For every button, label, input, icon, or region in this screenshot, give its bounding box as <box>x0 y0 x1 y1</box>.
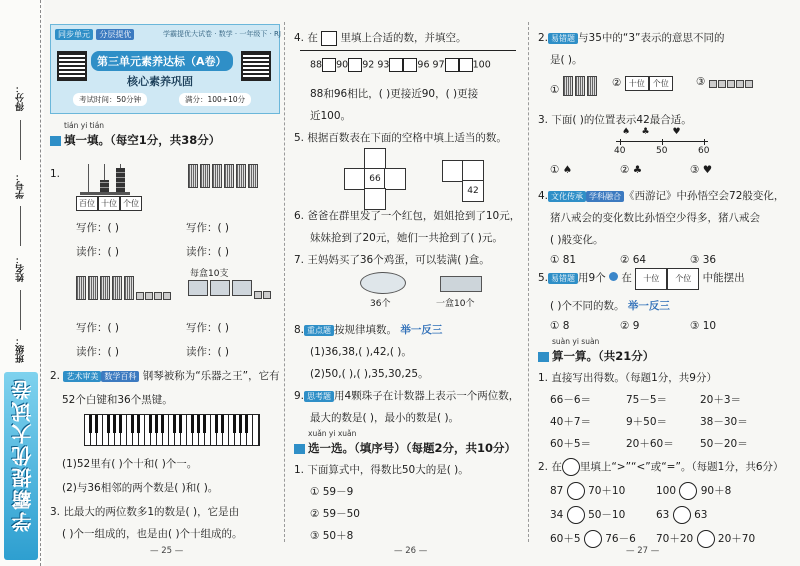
class-label: 班级： <box>16 336 26 363</box>
tag-sync: 同步单元 <box>55 29 93 40</box>
r-q3-opt1[interactable]: ① ♠ <box>550 164 573 176</box>
r-q2-opt1[interactable]: ① <box>550 76 599 96</box>
section3-pinyin: suàn yi suàn <box>552 337 600 346</box>
r-q4-line1: 4. 文化传承 学科融合 《西游记》中孙悟空会72般变化， <box>538 190 785 202</box>
r-q4-line3[interactable]: ( )般变化。 <box>550 234 604 246</box>
q6-line1: 6. 爸爸在群里发了一个红包，姐姐抢到了10元， <box>294 210 521 222</box>
bead-icon <box>609 272 618 281</box>
calc-item[interactable]: 60＋5＝ <box>550 438 592 450</box>
score-line <box>20 120 21 160</box>
score-label: 得分： <box>16 84 26 111</box>
calc1-title: 1. 直接写出得数。（每题1分，共9分） <box>538 372 717 384</box>
q9-line2[interactable]: 最大的数是( )，最小的数是( )。 <box>310 412 460 424</box>
r-q3-opt2[interactable]: ② ♣ <box>620 164 643 176</box>
r-q3-text[interactable]: 3. 下面( )的位置表示42最合适。 <box>538 114 692 126</box>
page-number: — 27 — <box>626 546 660 556</box>
q2-line2: 52个白键和36个黑键。 <box>62 394 173 406</box>
q4-line1[interactable]: 88和96相比，( )更接近90，( )更接 <box>310 88 479 100</box>
q2-line1: 2. 艺术审美 数学百科 钢琴被称为“乐器之王”，它有 <box>50 370 280 382</box>
ruler-tick-40: 40 <box>614 146 626 156</box>
series-subject: 学霸提优大试卷 · 数学 · 一年级下 · RJ <box>163 30 281 38</box>
calc2-title: 2. 在 里填上“>”“<”或“=”。（每题1分，共6分） <box>538 458 784 476</box>
calc-item[interactable]: 20＋3＝ <box>700 394 742 406</box>
s2-q1[interactable]: 1. 下面算式中，得数比50大的是( )。 <box>294 464 469 476</box>
calc-item[interactable]: 75－5＝ <box>626 394 668 406</box>
page-number: — 25 — <box>150 546 184 556</box>
calc-item[interactable]: 9＋50＝ <box>626 416 668 428</box>
abacus-icon <box>80 164 130 194</box>
exam-spread: 得分： 学号： 姓名： 班级： 学霸提优大试卷 同步单元 分层提优 学霸提优大试卷 · 数学 · 一年级下 · RJ 第三单元素养达标（A卷） 核心素养巩固 考试时间：50分钟 满分：100+10分 tián yi tián 填一填。（每空1分，共38分） 1. 百位 十位 个位 写作：( ) 读作：( ) 写作：( ) 读作：( ) 每盒10支 写作：( ) 读作：( ) 写作：( ) 读作：( ) 2. 艺术审美 数学百科 钢琴被称为“乐器之王”，它有 52个白键和36个黑键。 (1)52里有( )个十和( )个一。 (2)与36相邻的两个数是( )和( )。 3. 比最大的两位数多1的数是( )，它是由 ( )个一组成的，也是由( )个十组成的。 — 25 — 4. 在 里填上合适的数，并填空。 88 90 92 93 96 97 100 88和96相比，( )更接近90，( )更接 近100。 5. 根据百数表在下面的空格中填上适当的数。 66 42 6. 爸爸在群里发了一个红包，姐姐抢到了10元， 妹妹抢到了20元，她们一共抢到了( )元。 7. 王妈妈买了36个鸡蛋，可以装满( )盒。 36个 一盒10个 8. 重点题 按规律填数。 举一反三 (1)36,38,( ),42,( )。 (2)50,( ),( ),35,30,25。 9. 思考题 用4颗珠子在计数器上表示一个两位数， 最大的数是( )，最小的数是( )。 xuǎn yi xuǎn 选一选。（填序号）（每题2分，共10分） 1. 下面算式中，得数比50大的是( )。 ① 59－9 ② 59－50 ③ 50＋8 — 26 — 2. 易错题 与35中的“3”表示的意思不同的 是( )。 ① ② 十位 个位 ③ 3. 下面( )的位置表示42最合适。 ♠ ♣ ♥ 40 50 60 ① ♠ ② ♣ ③ ♥ 4. 文化传承 学科融合 《西游记》中孙悟空会72般变化， 猪八戒会的变化数比孙悟空少得多，猪八戒会 ( )般变化。 ① 81 ② 64 ③ 36 5. 易错题 用9个 在 十位 个位 中能摆出 ( )个不同的数。 举一反三 ① 8 ② 9 ③ 10 suàn yi suàn 算一算。（共21分） 1. 直接写出得数。（每题1分，共9分） 66－6＝ 75－5＝ 20＋3＝ 40＋7＝ 9＋50＝ 38－30＝ 60＋5＝ 20＋60＝ 50－20＝ 2. 在 里填上“>”“<”或“=”。（每题1分，共6分） 87 70＋10 100 90＋8 34 50－10 63 63 60＋5 76－6 70＋20 20＋70 — 27 — <box>0 0 800 566</box>
r-q5-line1: 5. 易错题 用9个 在 十位 个位 中能摆出 <box>538 268 745 290</box>
section1-pinyin: tián yi tián <box>64 121 105 130</box>
compare-item[interactable]: 60＋5 76－6 <box>550 530 636 548</box>
calc-item[interactable]: 20＋60＝ <box>626 438 674 450</box>
r-q4-opt1[interactable]: ① 81 <box>550 254 577 266</box>
ruler-tick-60: 60 <box>698 146 710 156</box>
name-line <box>20 290 21 330</box>
section2-title: 选一选。（填序号）（每题2分，共10分） <box>294 440 516 456</box>
compare-item[interactable]: 70＋20 20＋70 <box>656 530 755 548</box>
q1a-read[interactable]: 读作：( ) <box>76 246 120 258</box>
cubes-image <box>76 276 172 300</box>
q1d-write[interactable]: 写作：( ) <box>186 322 230 334</box>
section-icon <box>294 444 305 454</box>
section3-title: 算一算。（共21分） <box>538 348 654 364</box>
calc-item[interactable]: 40＋7＝ <box>550 416 592 428</box>
ruler-symbols: ♠ ♣ ♥ <box>622 127 681 137</box>
q6-line2[interactable]: 妹妹抢到了20元，她们一共抢到了( )元。 <box>310 232 503 244</box>
number-line-ruler <box>616 141 708 142</box>
q4-number-row[interactable]: 88 90 92 93 96 97 100 <box>310 59 491 71</box>
answer-box-icon <box>321 31 337 46</box>
binding-dash-line <box>40 0 41 566</box>
compare-item[interactable]: 100 90＋8 <box>656 482 731 500</box>
bundles-image <box>188 164 260 188</box>
r-q5-line2[interactable]: ( )个不同的数。 举一反三 <box>550 300 670 312</box>
section2-pinyin: xuǎn yi xuǎn <box>308 429 357 438</box>
qr-code-icon <box>241 51 271 81</box>
name-label: 姓名： <box>16 255 26 282</box>
r-q2-opt3[interactable]: ③ <box>696 76 754 88</box>
q7-text[interactable]: 7. 王妈妈买了36个鸡蛋，可以装满( )盒。 <box>294 254 490 266</box>
place-value-chart: 百位 十位 个位 <box>76 196 142 211</box>
section-icon <box>50 136 61 146</box>
tag-level: 分层提优 <box>96 29 134 40</box>
column-separator <box>284 22 285 542</box>
unit-title: 第三单元素养达标（A卷） <box>91 51 233 71</box>
r-q5-link[interactable]: 举一反三 <box>627 300 670 312</box>
q1a-write[interactable]: 写作：( ) <box>76 222 120 234</box>
q8-title: 8. 重点题 按规律填数。 举一反三 <box>294 324 443 336</box>
q4-instruction: 4. 在 里填上合适的数，并填空。 <box>294 32 467 44</box>
exam-score: 满分：100+10分 <box>179 93 251 106</box>
column-separator <box>528 22 529 542</box>
calc-item[interactable]: 66－6＝ <box>550 394 592 406</box>
page-number: — 26 — <box>394 546 428 556</box>
q9-line1: 9. 思考题 用4颗珠子在计数器上表示一个两位数， <box>294 390 520 402</box>
q2-part1[interactable]: (1)52里有( )个十和( )个一。 <box>62 458 198 470</box>
r-q2-line1: 2. 易错题 与35中的“3”表示的意思不同的 <box>538 32 725 44</box>
calc-item[interactable]: 38－30＝ <box>700 416 748 428</box>
r-q5-opt3[interactable]: ③ 10 <box>690 320 717 332</box>
s2-q1-opt3[interactable]: ③ 50＋8 <box>310 530 354 542</box>
s2-q1-opt2[interactable]: ② 59－50 <box>310 508 360 520</box>
compare-item[interactable]: 63 63 <box>656 506 707 524</box>
brand-text: 学霸提优大试卷 <box>11 378 35 532</box>
calc-item[interactable]: 50－20＝ <box>700 438 748 450</box>
section1-title: 填一填。（每空1分，共38分） <box>50 132 220 148</box>
r-q4-opt3[interactable]: ③ 36 <box>690 254 717 266</box>
q4-line2: 近100。 <box>310 110 352 122</box>
ruler-tick-50: 50 <box>656 146 668 156</box>
q2-part2[interactable]: (2)与36相邻的两个数是( )和( )。 <box>62 482 219 494</box>
r-q2-line2[interactable]: 是( )。 <box>550 54 583 66</box>
id-label: 学号： <box>16 172 26 199</box>
exam-time: 考试时间：50分钟 <box>73 93 147 106</box>
r-q4-line2: 猪八戒会的变化数比孙悟空少得多，猪八戒会 <box>550 212 760 224</box>
q5-instruction: 5. 根据百数表在下面的空格中填上适当的数。 <box>294 132 507 144</box>
s2-q1-opt1[interactable]: ① 59－9 <box>310 486 354 498</box>
compare-circle-icon <box>562 458 580 476</box>
q1b-write[interactable]: 写作：( ) <box>186 222 230 234</box>
bundle-label: 每盒10支 <box>190 269 229 279</box>
q8-link[interactable]: 举一反三 <box>400 324 443 336</box>
number-line <box>300 50 516 51</box>
q8-seq1[interactable]: (1)36,38,( ),42,( )。 <box>310 346 412 358</box>
q1d-read[interactable]: 读作：( ) <box>186 346 230 358</box>
q1b-read[interactable]: 读作：( ) <box>186 246 230 258</box>
r-q3-opt3[interactable]: ③ ♥ <box>690 164 713 176</box>
r-q5-opt1[interactable]: ① 8 <box>550 320 570 332</box>
piano-keyboard-image <box>84 414 260 446</box>
id-line <box>20 206 21 246</box>
q3-line2[interactable]: ( )个一组成的，也是由( )个十组成的。 <box>62 528 243 540</box>
eggs-caption: 36个 <box>370 299 391 309</box>
r-q4-opt2[interactable]: ② 64 <box>620 254 647 266</box>
box-caption: 一盒10个 <box>436 299 475 309</box>
q1c-write[interactable]: 写作：( ) <box>76 322 120 334</box>
section-icon <box>538 352 549 362</box>
q1c-read[interactable]: 读作：( ) <box>76 346 120 358</box>
boxes-image <box>188 280 272 299</box>
q3-line1[interactable]: 3. 比最大的两位数多1的数是( )，它是由 <box>50 506 240 518</box>
egg-box-image <box>440 276 482 292</box>
r-q2-opt2[interactable]: ② 十位 个位 <box>612 76 673 91</box>
qr-code-icon <box>57 51 87 81</box>
q8-seq2[interactable]: (2)50,( ),( ),35,30,25。 <box>310 368 429 380</box>
unit-subtitle: 核心素养巩固 <box>127 75 193 88</box>
compare-item[interactable]: 87 70＋10 <box>550 482 625 500</box>
q1-number: 1. <box>50 168 61 180</box>
r-q5-opt2[interactable]: ② 9 <box>620 320 640 332</box>
eggs-image <box>360 272 406 294</box>
compare-item[interactable]: 34 50－10 <box>550 506 625 524</box>
unit-header <box>50 24 280 114</box>
